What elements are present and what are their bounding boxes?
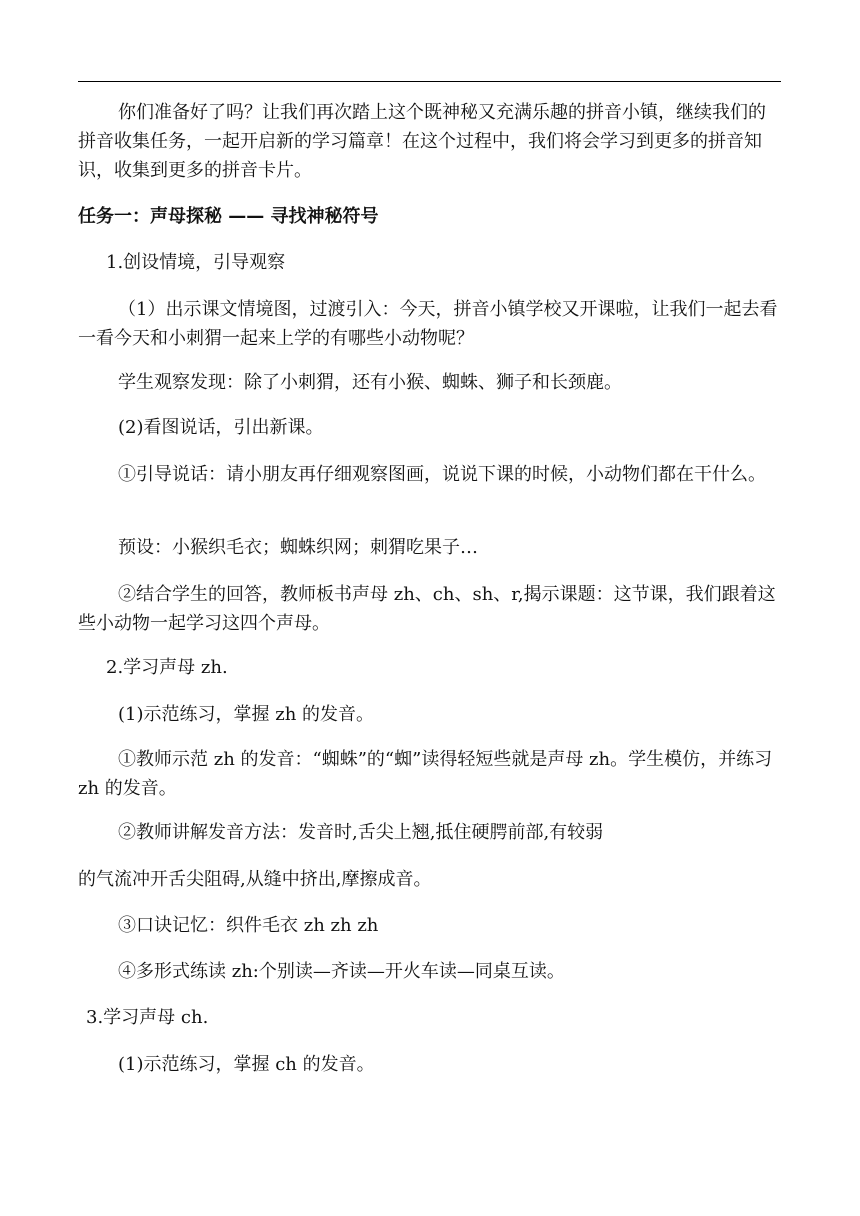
paragraph-method: ②教师讲解发音方法：发音时,舌尖上翘,抵住硬腭前部,有较弱 bbox=[118, 822, 604, 843]
paragraph-demo-zh: ①教师示范 zh 的发音：“蜘蛛”的“蜘”读得轻短些就是声母 zh。学生模仿，并练习 zh 的发音。 bbox=[78, 749, 773, 799]
paragraph-practice: ④多形式练读 zh:个别读—齐读—开火车读—同桌互读。 bbox=[118, 961, 565, 982]
paragraph-guide: ①引导说话：请小朋友再仔细观察图画，说说下课的时候，小动物们都在干什么。 bbox=[118, 464, 766, 485]
paragraph-mnemonic: ③口诀记忆：织件毛衣 zh zh zh bbox=[118, 915, 379, 936]
paragraph-observation: 学生观察发现：除了小刺猬，还有小猴、蜘蛛、狮子和长颈鹿。 bbox=[118, 372, 622, 393]
section-heading-2: 2.学习声母 zh. bbox=[106, 657, 228, 678]
section-heading-3: 3.学习声母 ch. bbox=[86, 1007, 209, 1028]
paragraph-1-1: （1）出示课文情境图，过渡引入：今天，拼音小镇学校又开课啦，让我们一起去看一看今天和小刺猬一起来上学的有哪些小动物呢？ bbox=[78, 299, 778, 349]
paragraph-method-cont: 的气流冲开舌尖阻碍,从缝中挤出,摩擦成音。 bbox=[78, 869, 432, 890]
paragraph-1-2: (2)看图说话，引出新课。 bbox=[118, 417, 324, 438]
intro-paragraph: 你们准备好了吗？让我们再次踏上这个既神秘又充满乐趣的拼音小镇，继续我们的拼音收集任务，一起开启新的学习篇章！在这个过程中，我们将会学习到更多的拼音知识，收集到更多的拼音卡片。 bbox=[78, 102, 766, 181]
section-heading-1: 1.创设情境，引导观察 bbox=[106, 252, 286, 273]
paragraph-2-1: (1)示范练习，掌握 zh 的发音。 bbox=[118, 704, 375, 725]
paragraph-board: ②结合学生的回答，教师板书声母 zh、ch、sh、r,揭示课题：这节课，我们跟着这些小动物一起学习这四个声母。 bbox=[78, 584, 776, 634]
paragraph-3-1: (1)示范练习，掌握 ch 的发音。 bbox=[118, 1054, 375, 1075]
task-heading: 任务一：声母探秘 —— 寻找神秘符号 bbox=[78, 206, 379, 227]
paragraph-preset: 预设：小猴织毛衣；蜘蛛织网；刺猬吃果子… bbox=[118, 537, 478, 558]
header-rule bbox=[78, 81, 781, 82]
